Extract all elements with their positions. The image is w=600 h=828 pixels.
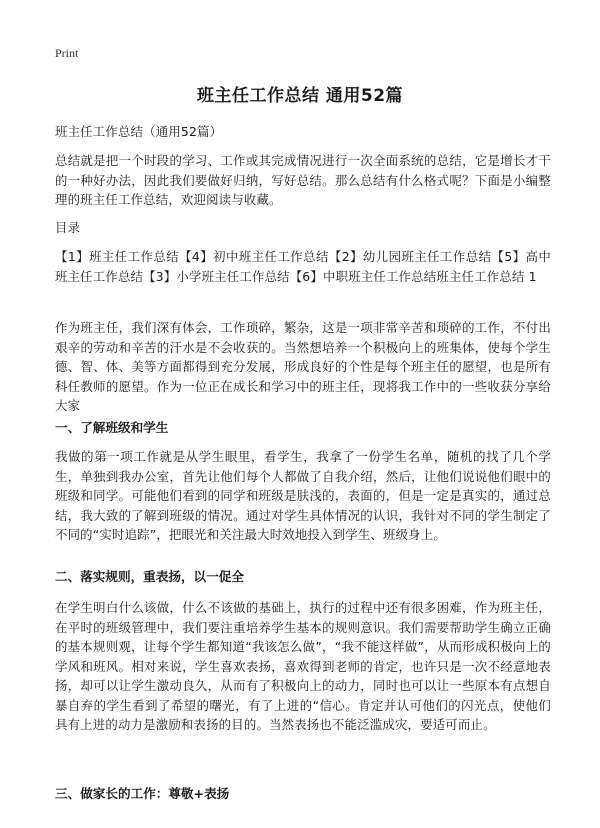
- paragraph-intro-work: 作为班主任，我们深有体会，工作琐碎，繁杂，这是一项非常辛苦和琐碎的工作，不付出艰辛的劳动和辛苦的汗水是不会收获的。当然想培养一个积极向上的班集体，使每个学生德、智、体、美等方面都得到充分发展，形成良好的个性是每个班主任的愿望，也是所有科任教师的愿望。作为一位正在成长和学习中的班主任，现将我工作中的一些收获分享给大家: [55, 320, 551, 413]
- section-heading-1: 一、了解班级和学生: [55, 420, 169, 435]
- section-heading-3: 三、做家长的工作：尊敬+表扬: [55, 786, 230, 801]
- print-link[interactable]: Print: [55, 46, 79, 60]
- paragraph-rules-praise: 在学生明白什么该做，什么不该做的基础上，执行的过程中还有很多困难，作为班主任，在平时的班级管理中，我们要注重培养学生基本的规则意识。我们需要帮助学生确立正确的基本规则观，让每个学生都知道“我该怎么做”，“我不能这样做”，从而形成积极向上的学风和班风。相对来说，学生喜欢表扬，喜欢得到老师的肯定，也许只是一次不经意地表扬，却可以让学生激动良久，从而有了积极向上的动力，同时也可以让一些原本有点想自暴自弃的学生看到了希望的曙光，有了上进的“信心。肯定并认可他们的闪光点，使他们具有上进的动力是激励和表扬的目的。当然表扬也不能泛滥成灾，要适可而止。: [55, 600, 551, 732]
- document-subtitle: 班主任工作总结（通用52篇）: [55, 124, 223, 139]
- paragraph-understand-class: 我做的第一项工作就是从学生眼里，看学生，我拿了一份学生名单，随机的找了几个学生，单独到我办公室，首先让他们每个人都做了自我介绍，然后，让他们说说他们眼中的班级和同学。可能他们看到的同学和班级是肤浅的，表面的，但是一定是真实的，通过总结，我大致的了解到班级的情况。通过对学生具体情况的认识，我针对不同的学生制定了不同的“实时追踪”，把眼光和关注最大时效地投入到学生、班级身上。: [55, 449, 551, 542]
- document-title: 班主任工作总结 通用52篇: [196, 86, 404, 106]
- toc-label: 目录: [55, 220, 81, 235]
- section-heading-2: 二、落实规则，重表扬，以一促全: [55, 569, 244, 584]
- toc-list: 【1】班主任工作总结【4】初中班主任工作总结【2】幼儿园班主任工作总结【5】高中班主任工作总结【3】小学班主任工作总结【6】中职班主任工作总结班主任工作总结 1: [55, 249, 551, 284]
- intro-paragraph: 总结就是把一个时段的学习、工作或其完成情况进行一次全面系统的总结，它是增长才干的一种好办法，因此我们要做好归纳，写好总结。那么总结有什么格式呢？下面是小编整理的班主任工作总结，欢迎阅读与收藏。: [55, 153, 551, 207]
